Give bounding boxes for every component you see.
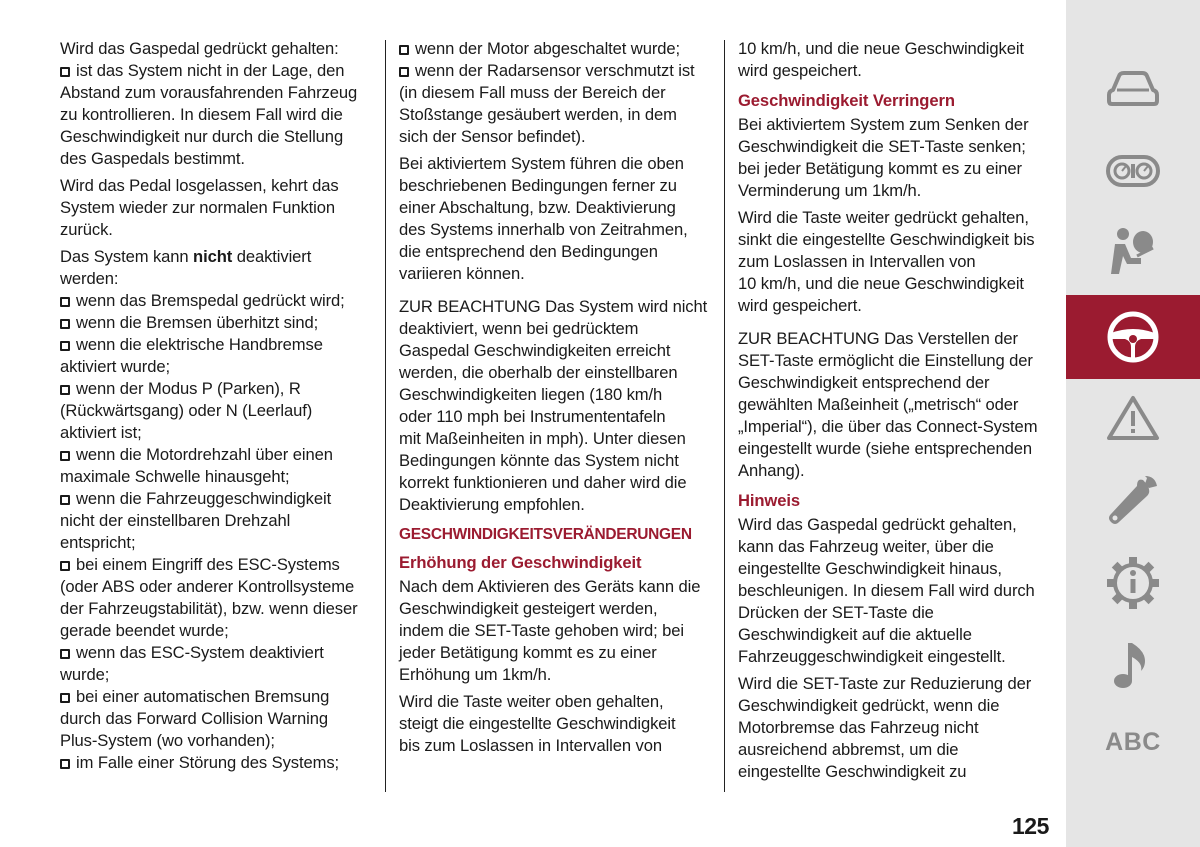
text-line: wenn der Radarsensor verschmutzt ist <box>415 61 695 80</box>
bullet-item <box>399 38 717 60</box>
column-divider <box>724 40 725 792</box>
text-line: ist das System nicht in der Lage, den <box>76 61 345 80</box>
text-line: 10 km/h, und die neue Geschwindigkeit <box>738 274 1024 293</box>
text-line: entspricht; <box>60 533 136 552</box>
dashboard-icon <box>1105 151 1161 191</box>
column-3 <box>738 38 1056 783</box>
text-line: Verminderung um 1km/h. <box>738 181 922 200</box>
text-line: Geschwindigkeit die SET-Taste senken; <box>738 137 1026 156</box>
airbag-person-icon <box>1105 226 1161 278</box>
text-line: wenn die Fahrzeuggeschwindigkeit <box>76 489 332 508</box>
text-line: Bei aktiviertem System führen die oben <box>399 154 684 173</box>
text-line: bei einer automatischen Bremsung <box>76 687 330 706</box>
page-number: 125 <box>1012 813 1049 839</box>
chapter-sidebar <box>1066 0 1200 847</box>
text-line: Anhang). <box>738 461 805 480</box>
bullet-item <box>60 642 370 664</box>
paragraph <box>60 246 370 774</box>
text-line: aktiviert wurde; <box>60 357 170 376</box>
checkbox-bullet-icon <box>60 319 70 329</box>
text-line: die entsprechend den Bedingungen <box>399 242 658 261</box>
column-divider <box>385 40 386 792</box>
wrench-icon <box>1105 472 1161 528</box>
text-line: kann das Fahrzeug weiter, über die <box>738 537 994 556</box>
text-line: Bedingungen könnte das System nicht <box>399 451 679 470</box>
text-line: zum Loslassen in Intervallen von <box>738 252 976 271</box>
text-line: Fahrzeuggeschwindigkeit eingestellt. <box>738 647 1006 666</box>
text-line: wurde; <box>60 665 110 684</box>
sidebar-item-safety[interactable] <box>1066 212 1200 292</box>
text-line: Deaktivierung empfohlen. <box>399 495 585 514</box>
text-line: zu kontrollieren. In diesem Fall wird die <box>60 105 343 124</box>
bullet-item <box>60 554 370 576</box>
text-line: werden: <box>60 269 119 288</box>
text-line: des Systems innerhalb von Zeitrahmen, <box>399 220 688 239</box>
checkbox-bullet-icon <box>60 341 70 351</box>
text-line: „Imperial“), die über das Connect-System <box>738 417 1038 436</box>
text-line: Bei aktiviertem System zum Senken der <box>738 115 1029 134</box>
text-line: wird gespeichert. <box>738 296 862 315</box>
text-line: werden, die oberhalb der einstellbaren <box>399 363 678 382</box>
text-line <box>60 246 370 268</box>
sidebar-item-multimedia[interactable] <box>1066 625 1200 705</box>
sidebar-item-index[interactable]: ABC <box>1105 728 1161 756</box>
text-line: wenn das Bremspedal gedrückt wird; <box>76 291 345 310</box>
sidebar-item-technical-data[interactable] <box>1066 543 1200 623</box>
text-line: Geschwindigkeit gedrückt, wenn die <box>738 696 1000 715</box>
paragraph <box>60 175 370 241</box>
paragraph <box>738 673 1056 783</box>
checkbox-bullet-icon <box>60 649 70 659</box>
text-line: Abstand zum vorausfahrenden Fahrzeug <box>60 83 358 102</box>
text-line: Wird das Pedal losgelassen, kehrt das <box>60 176 339 195</box>
text-line: variieren können. <box>399 264 525 283</box>
bullet-item <box>399 60 717 82</box>
column-1 <box>60 38 370 774</box>
checkbox-bullet-icon <box>60 451 70 461</box>
text-line: sich der Sensor befindet). <box>399 127 586 146</box>
music-note-icon <box>1105 637 1161 693</box>
text-line: eingestellte Geschwindigkeit zu <box>738 762 967 781</box>
text-line: eingestellte Geschwindigkeit hinaus, <box>738 559 1002 578</box>
paragraph <box>738 114 1056 202</box>
text-line: wenn die elektrische Handbremse <box>76 335 323 354</box>
checkbox-bullet-icon <box>60 385 70 395</box>
paragraph <box>738 514 1056 668</box>
text-line: einer Abschaltung, bzw. Deaktivierung <box>399 198 676 217</box>
text-line: bei einem Eingriff des ESC-Systems <box>76 555 340 574</box>
text-line: korrekt funktionieren und daher wird die <box>399 473 687 492</box>
text-line: ausreichend abbremst, um die <box>738 740 959 759</box>
checkbox-bullet-icon <box>60 495 70 505</box>
sidebar-item-warnings[interactable] <box>1066 378 1200 458</box>
text-line: Geschwindigkeit nur durch die Stellung <box>60 127 344 146</box>
text-line: Wird die Taste weiter gedrückt gehalten, <box>738 208 1029 227</box>
bullet-item <box>60 488 370 510</box>
text-line: Stoßstange gesäubert werden, in dem <box>399 105 677 124</box>
paragraph <box>399 576 717 686</box>
text-line: Gaspedal Geschwindigkeiten erreicht <box>399 341 671 360</box>
section-heading: GESCHWINDIGKEITSVERÄNDERUNGEN <box>399 526 692 543</box>
text-line: sinkt die eingestellte Geschwindigkeit bis <box>738 230 1035 249</box>
sidebar-item-driving[interactable] <box>1066 295 1200 379</box>
text-line: Nach dem Aktivieren des Geräts kann die <box>399 577 701 596</box>
text-line: der Fahrzeugstabilität), bzw. wenn dieser <box>60 599 358 618</box>
text-line: nicht der einstellbaren Drehzahl <box>60 511 291 530</box>
text-line: Erhöhung um 1km/h. <box>399 665 552 684</box>
subsection-heading: Erhöhung der Geschwindigkeit <box>399 553 642 572</box>
bullet-item <box>60 378 370 400</box>
subsection-heading: Hinweis <box>738 491 801 510</box>
text-line: (in diesem Fall muss der Bereich der <box>399 83 666 102</box>
text-line: Wird die SET-Taste zur Reduzierung der <box>738 674 1032 693</box>
sidebar-item-dashboard[interactable] <box>1066 131 1200 211</box>
text-line: wenn die Motordrehzahl über einen <box>76 445 333 464</box>
sidebar-item-car[interactable] <box>1066 48 1200 128</box>
text-line: deaktiviert, wenn bei gedrücktem <box>399 319 639 338</box>
text-line: jeder Betätigung kommt es zu einer <box>399 643 657 662</box>
text-line: beschleunigen. In diesem Fall wird durch <box>738 581 1035 600</box>
paragraph <box>60 38 370 170</box>
text-line: ZUR BEACHTUNG Das System wird nicht <box>399 297 708 316</box>
text-line: gewählten Maßeinheit („metrisch“ oder <box>738 395 1019 414</box>
paragraph <box>738 207 1056 317</box>
car-icon <box>1105 68 1161 108</box>
text-line: Wird die Taste weiter oben gehalten, <box>399 692 664 711</box>
text-line: eingestellt wurde (siehe entsprechenden <box>738 439 1033 458</box>
text-line: durch das Forward Collision Warning <box>60 709 328 728</box>
checkbox-bullet-icon <box>60 759 70 769</box>
text-line: oder 110 mph bei Instrumententafeln <box>399 407 666 426</box>
paragraph <box>399 153 717 285</box>
text-line: wenn der Modus P (Parken), R <box>76 379 301 398</box>
text-line: wird gespeichert. <box>738 61 862 80</box>
emphasis-text: nicht <box>193 247 233 266</box>
paragraph <box>399 38 717 148</box>
text-line: Geschwindigkeit entsprechend der <box>738 373 990 392</box>
text-line: Geschwindigkeit gesteigert werden, <box>399 599 658 618</box>
note-paragraph <box>738 328 1056 482</box>
text-line: wenn das ESC-System deaktiviert <box>76 643 324 662</box>
text-line: (oder ABS oder anderer Kontrollsysteme <box>60 577 355 596</box>
subsection-heading: Geschwindigkeit Verringern <box>738 91 955 110</box>
checkbox-bullet-icon <box>60 297 70 307</box>
bullet-item <box>60 444 370 466</box>
checkbox-bullet-icon <box>60 693 70 703</box>
text-run: deaktiviert <box>232 247 312 266</box>
text-line: indem die SET-Taste gehoben wird; bei <box>399 621 685 640</box>
warning-triangle-icon <box>1105 394 1161 442</box>
bullet-item <box>60 752 370 774</box>
paragraph <box>738 38 1056 82</box>
text-line: Plus-System (wo vorhanden); <box>60 731 275 750</box>
text-line: Drücken der SET-Taste die <box>738 603 934 622</box>
steering-wheel-icon <box>1105 309 1161 365</box>
text-line: im Falle einer Störung des Systems; <box>76 753 340 772</box>
checkbox-bullet-icon <box>60 561 70 571</box>
text-line: steigt die eingestellte Geschwindigkeit <box>399 714 676 733</box>
text-line: 10 km/h, und die neue Geschwindigkeit <box>738 39 1024 58</box>
text-line: bis zum Loslassen in Intervallen von <box>399 736 662 755</box>
text-line: Motorbremse das Fahrzeug nicht <box>738 718 979 737</box>
bullet-item <box>60 312 370 334</box>
checkbox-bullet-icon <box>399 67 409 77</box>
text-line: Geschwindigkeit auf die aktuelle <box>738 625 972 644</box>
checkbox-bullet-icon <box>60 67 70 77</box>
text-line: SET-Taste ermöglicht die Einstellung der <box>738 351 1033 370</box>
checkbox-bullet-icon <box>399 45 409 55</box>
text-line: maximale Schwelle hinausgeht; <box>60 467 290 486</box>
sidebar-item-maintenance[interactable] <box>1066 460 1200 540</box>
bullet-item <box>60 334 370 356</box>
text-line: (Rückwärtsgang) oder N (Leerlauf) <box>60 401 313 420</box>
text-line: aktiviert ist; <box>60 423 142 442</box>
text-line: Wird das Gaspedal gedrückt gehalten, <box>738 515 1017 534</box>
note-paragraph <box>399 296 717 516</box>
text-line: mit Maßeinheiten in mph). Unter diesen <box>399 429 686 448</box>
text-line: ZUR BEACHTUNG Das Verstellen der <box>738 329 1018 348</box>
text-line: beschriebenen Bedingungen ferner zu <box>399 176 677 195</box>
text-line: des Gaspedals bestimmt. <box>60 149 245 168</box>
text-line: wenn die Bremsen überhitzt sind; <box>76 313 319 332</box>
text-line: Wird das Gaspedal gedrückt gehalten: <box>60 39 339 58</box>
text-line: wenn der Motor abgeschaltet wurde; <box>415 39 681 58</box>
text-run: Das System kann <box>60 247 194 266</box>
text-line: zurück. <box>60 220 113 239</box>
bullet-item <box>60 290 370 312</box>
text-line: bei jeder Betätigung kommt es zu einer <box>738 159 1022 178</box>
paragraph <box>399 691 717 757</box>
column-2 <box>399 38 717 757</box>
text-line: Geschwindigkeiten liegen (180 km/h <box>399 385 663 404</box>
text-line: System wieder zur normalen Funktion <box>60 198 336 217</box>
bullet-item <box>60 686 370 708</box>
text-line: gerade beendet wurde; <box>60 621 229 640</box>
bullet-item <box>60 60 370 82</box>
info-gear-icon <box>1105 555 1161 611</box>
